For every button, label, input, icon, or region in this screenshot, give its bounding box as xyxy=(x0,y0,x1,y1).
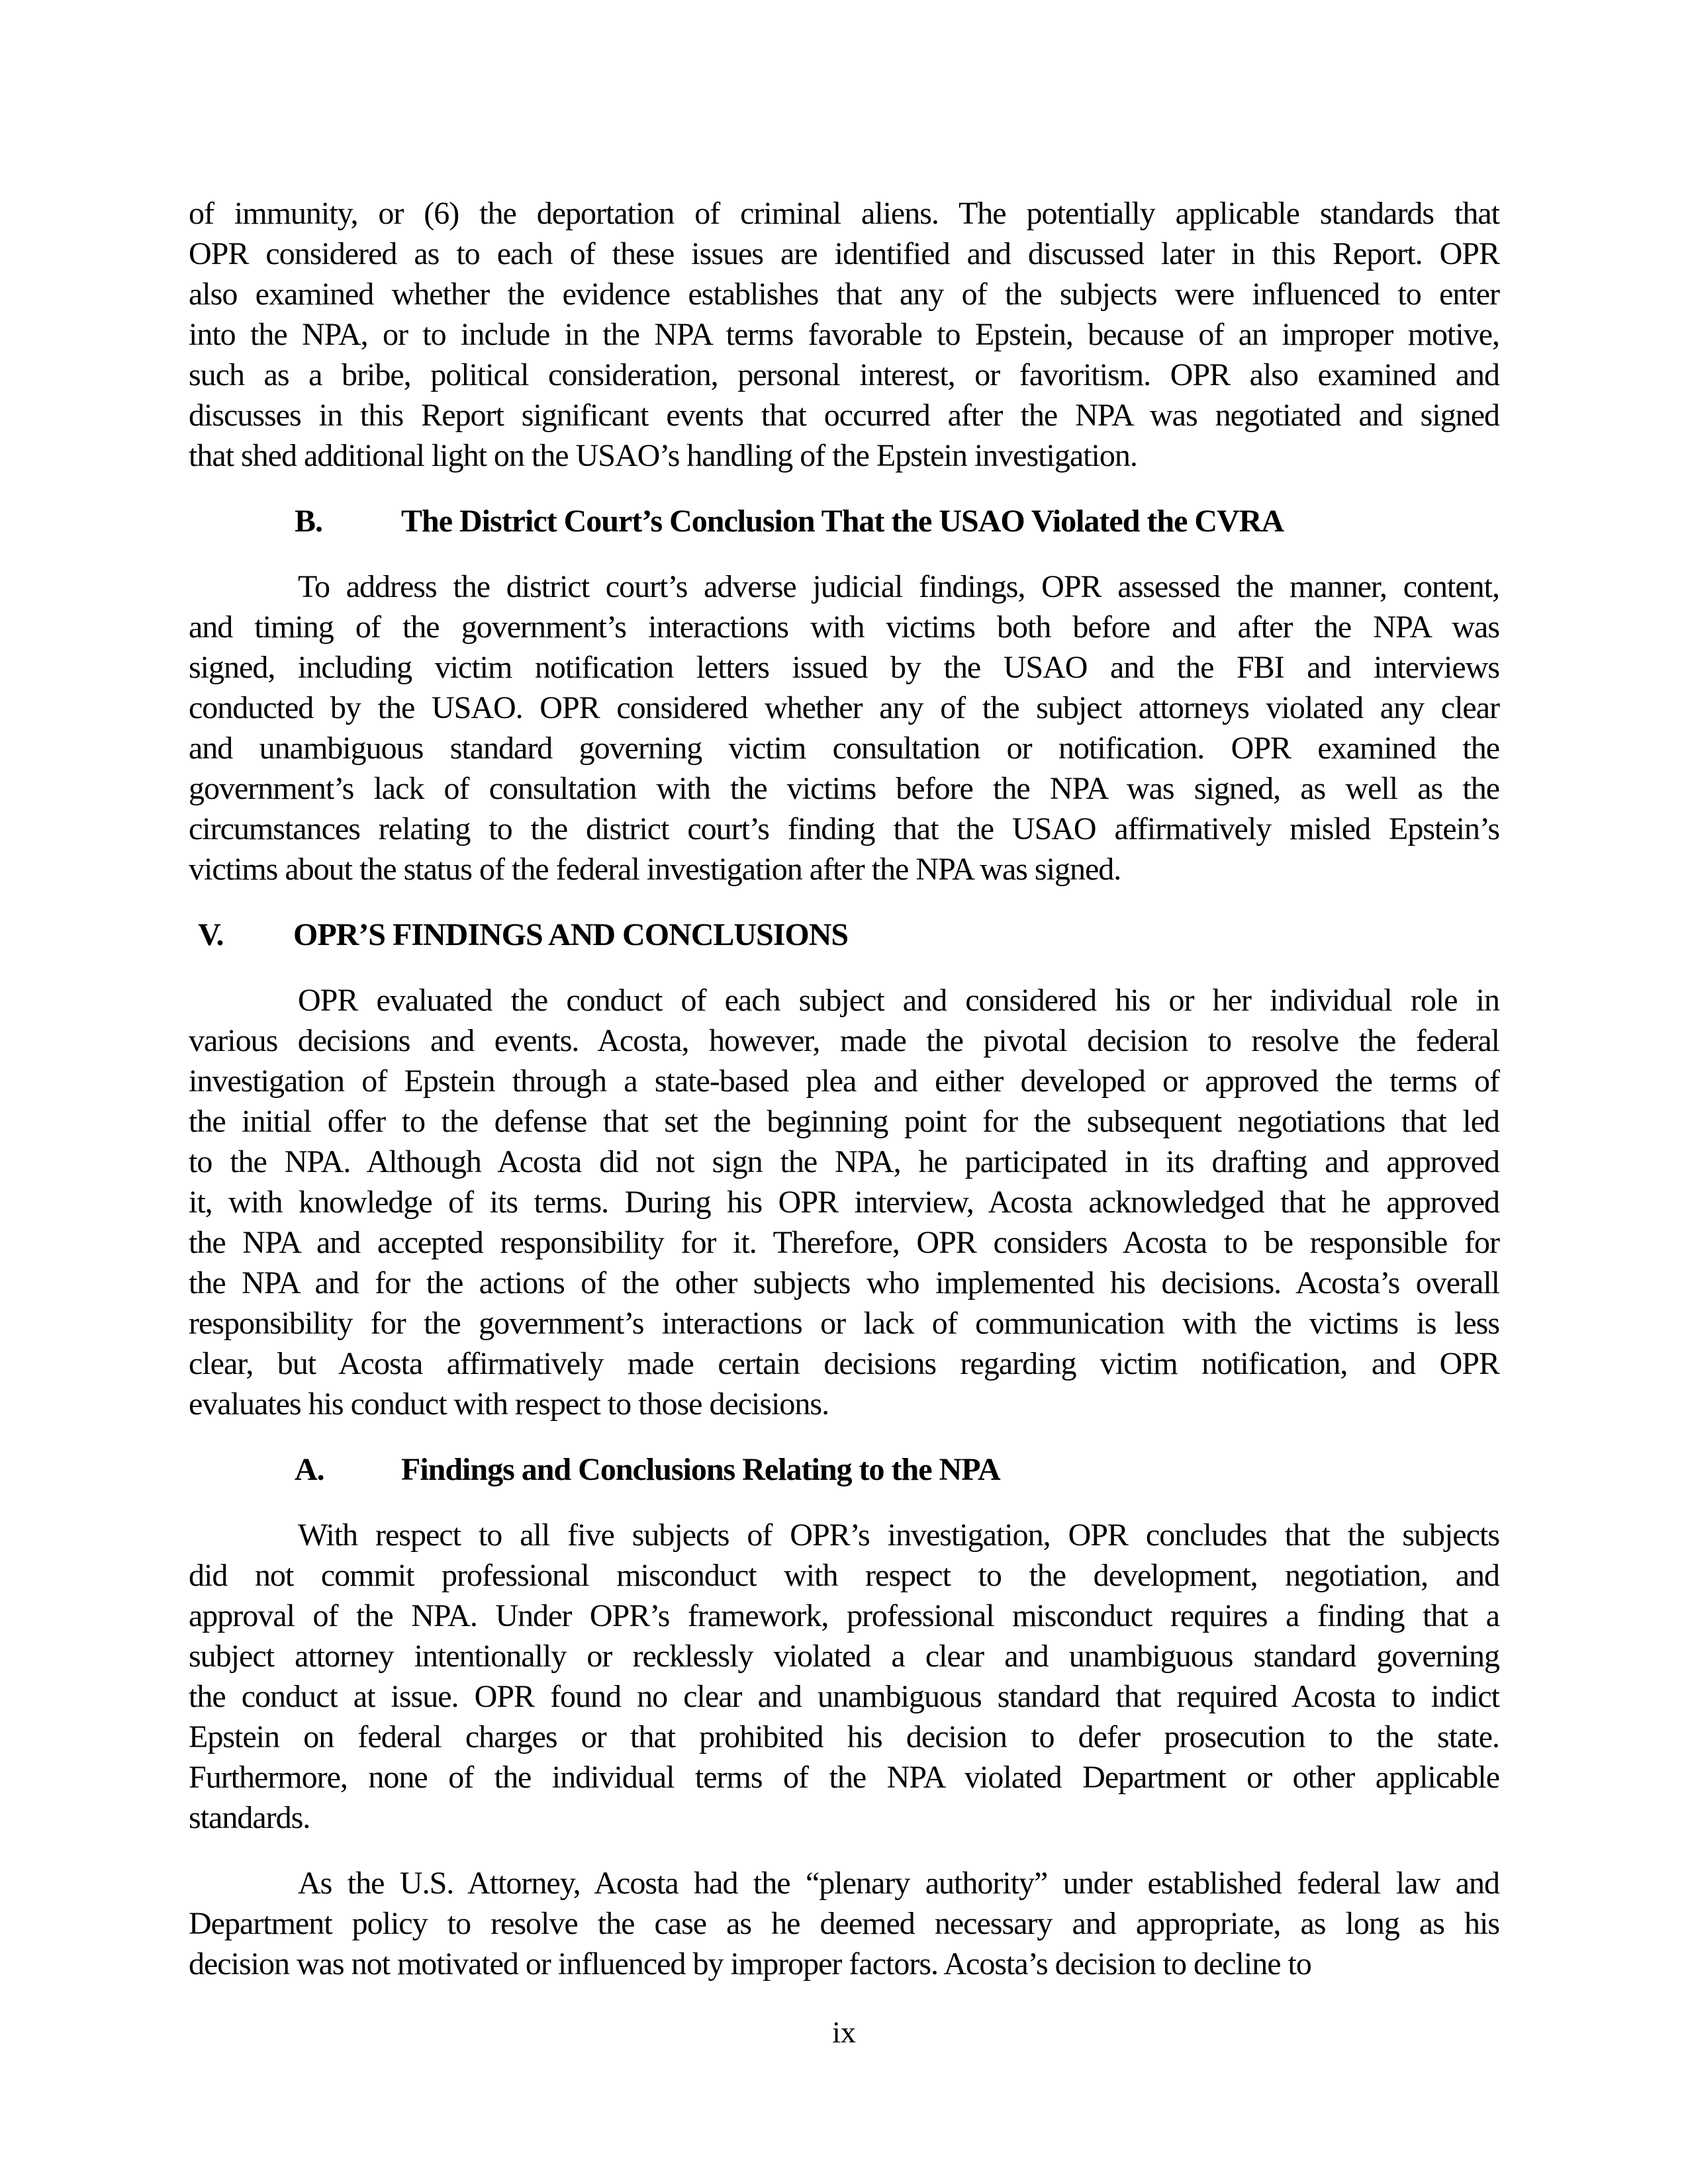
text-line: did not commit professional misconduct with respect to the development, negotiation, and xyxy=(189,1558,1499,1593)
text-line: of immunity, or (6) the deportation of criminal aliens. The potentially applicable standards that xyxy=(189,196,1499,231)
heading-title: Findings and Conclusions Relating to the NPA xyxy=(401,1452,1000,1487)
text-line: With respect to all five subjects of OPR’s investigation, OPR concludes that the subjects xyxy=(298,1518,1499,1553)
text-line: Department policy to resolve the case as he deemed necessary and appropriate, as long as his xyxy=(189,1906,1499,1941)
text-line: the conduct at issue. OPR found no clear and unambiguous standard that required Acosta to indict xyxy=(189,1679,1499,1714)
document-body xyxy=(189,193,1499,1984)
text-line: discusses in this Report significant events that occurred after the NPA was negotiated and signed xyxy=(189,398,1499,433)
text-line: such as a bribe, political consideration, personal interest, or favoritism. OPR also examined and xyxy=(189,357,1499,392)
text-line: To address the district court’s adverse judicial findings, OPR assessed the manner, content, xyxy=(298,569,1499,604)
paragraph xyxy=(189,193,1499,476)
text-line: conducted by the USAO. OPR considered whether any of the subject attorneys violated any clear xyxy=(189,690,1499,725)
text-line: OPR evaluated the conduct of each subject and considered his or her individual role in xyxy=(298,983,1499,1018)
text-line: circumstances relating to the district court’s finding that the USAO affirmatively misled Epstein’s xyxy=(189,811,1499,846)
text-line: into the NPA, or to include in the NPA terms favorable to Epstein, because of an improper motive, xyxy=(189,317,1499,352)
text-line: the NPA and for the actions of the other subjects who implemented his decisions. Acosta’s overall xyxy=(189,1265,1499,1300)
text-line: it, with knowledge of its terms. During his OPR interview, Acosta acknowledged that he approved xyxy=(189,1185,1499,1220)
heading-number: A. xyxy=(295,1452,324,1487)
text-line: clear, but Acosta affirmatively made certain decisions regarding victim notification, and OPR xyxy=(189,1346,1499,1381)
text-line: Furthermore, none of the individual terms of the NPA violated Department or other applicable xyxy=(189,1760,1499,1795)
paragraph xyxy=(189,1515,1499,1838)
section-heading xyxy=(189,915,1499,955)
paragraph xyxy=(189,567,1499,889)
text-line: decision was not motivated or influenced by improper factors. Acosta’s decision to decline to xyxy=(189,1946,1311,1981)
text-line: to the NPA. Although Acosta did not sign the NPA, he participated in its drafting and approved xyxy=(189,1144,1499,1179)
page-number: ix xyxy=(832,2015,856,2049)
heading-title: The District Court’s Conclusion That the USAO Violated the CVRA xyxy=(401,504,1284,539)
heading-number: V. xyxy=(198,917,224,952)
text-line: and unambiguous standard governing victim consultation or notification. OPR examined the xyxy=(189,731,1499,766)
paragraph xyxy=(189,1863,1499,1984)
heading-number: B. xyxy=(295,504,323,539)
text-line: also examined whether the evidence establishes that any of the subjects were influenced to enter xyxy=(189,277,1499,312)
text-line: signed, including victim notification letters issued by the USAO and the FBI and interviews xyxy=(189,650,1499,685)
text-line: standards. xyxy=(189,1800,310,1835)
text-line: investigation of Epstein through a state-based plea and either developed or approved the terms of xyxy=(189,1064,1499,1099)
section-heading xyxy=(189,501,1499,541)
text-line: various decisions and events. Acosta, however, made the pivotal decision to resolve the federal xyxy=(189,1023,1499,1058)
text-line: evaluates his conduct with respect to those decisions. xyxy=(189,1387,829,1422)
text-line: victims about the status of the federal investigation after the NPA was signed. xyxy=(189,852,1121,887)
text-line: that shed additional light on the USAO’s handling of the Epstein investigation. xyxy=(189,438,1137,473)
text-line: the NPA and accepted responsibility for it. Therefore, OPR considers Acosta to be responsible for xyxy=(189,1225,1499,1260)
text-line: and timing of the government’s interactions with victims both before and after the NPA was xyxy=(189,610,1499,645)
text-line: approval of the NPA. Under OPR’s framework, professional misconduct requires a finding that a xyxy=(189,1598,1499,1633)
text-line: the initial offer to the defense that set the beginning point for the subsequent negotiations that led xyxy=(189,1104,1499,1139)
text-line: Epstein on federal charges or that prohibited his decision to defer prosecution to the state. xyxy=(189,1719,1499,1754)
text-line: subject attorney intentionally or recklessly violated a clear and unambiguous standard governing xyxy=(189,1639,1499,1674)
section-heading xyxy=(189,1449,1499,1490)
text-line: government’s lack of consultation with the victims before the NPA was signed, as well as the xyxy=(189,771,1499,806)
paragraph xyxy=(189,980,1499,1424)
text-line: responsibility for the government’s interactions or lack of communication with the victims is less xyxy=(189,1306,1499,1341)
text-line: OPR considered as to each of these issues are identified and discussed later in this Report. OPR xyxy=(189,236,1499,271)
heading-title: OPR’S FINDINGS AND CONCLUSIONS xyxy=(293,917,849,952)
text-line: As the U.S. Attorney, Acosta had the “plenary authority” under established federal law and xyxy=(298,1866,1499,1901)
